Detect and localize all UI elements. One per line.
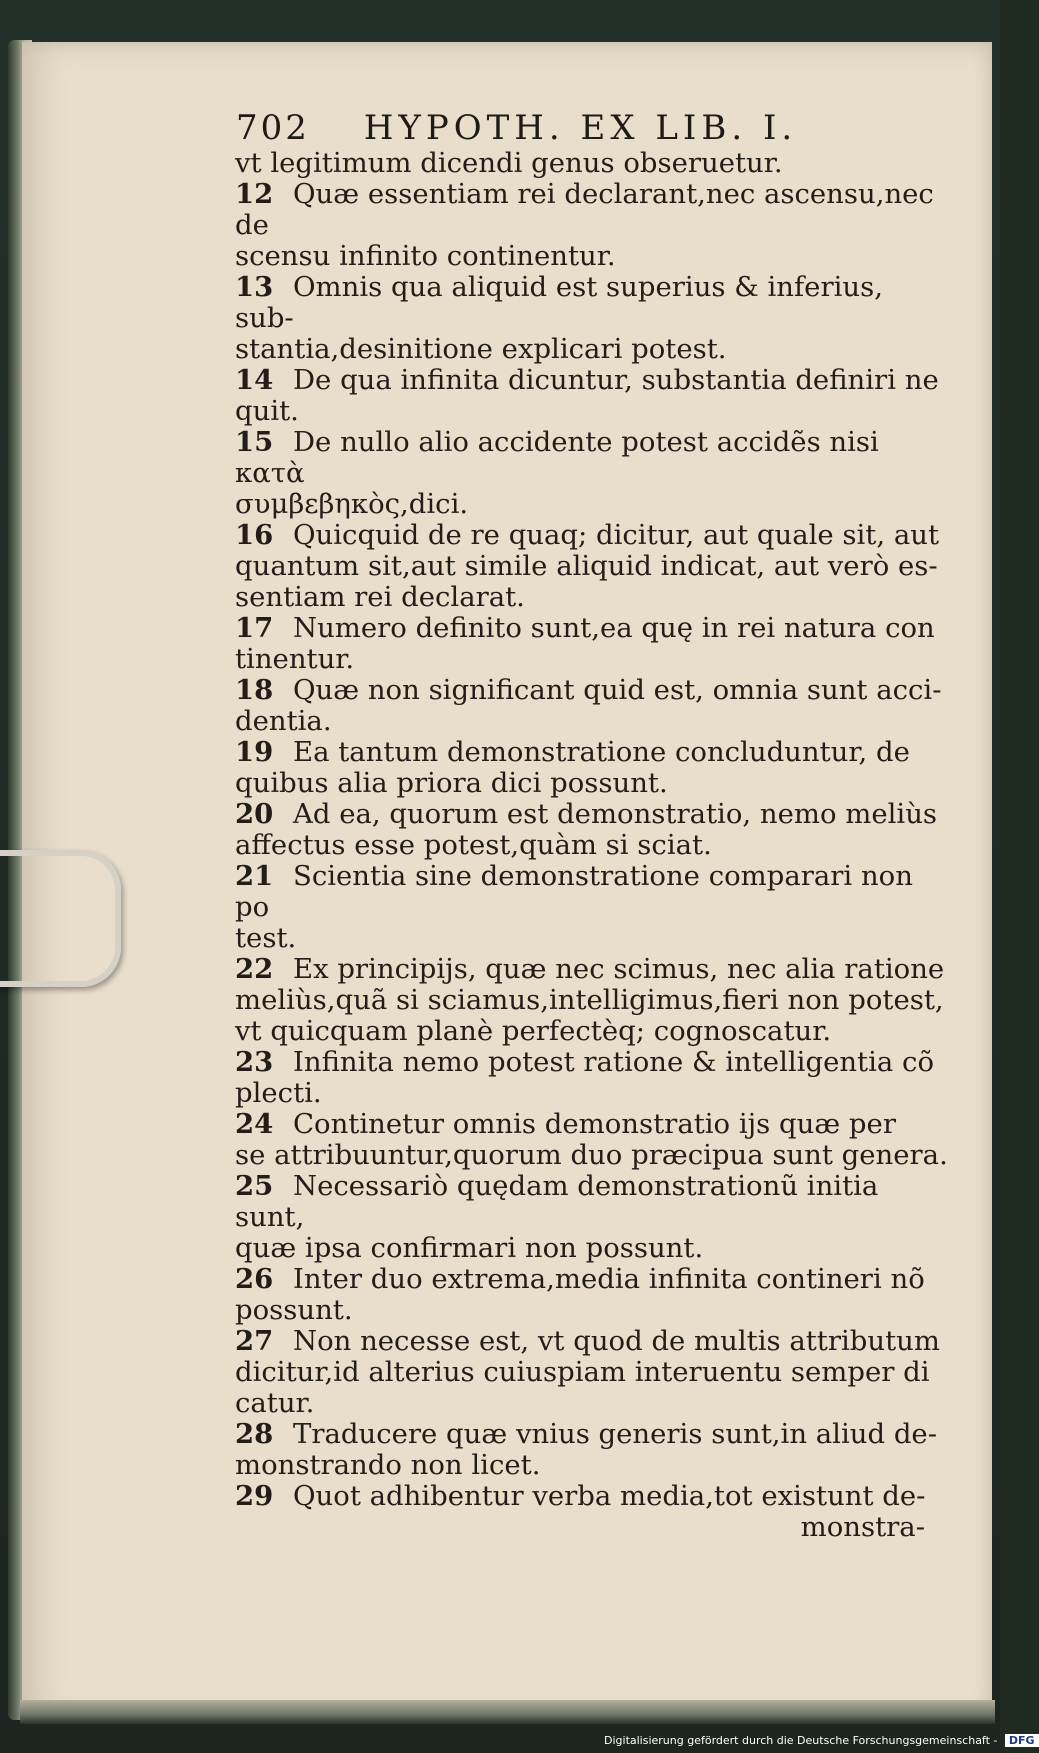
hypothesis-number: 24 [235,1108,274,1140]
hypothesis-paragraph [235,737,950,799]
line-text: se attribuuntur,quorum duo præcipua sunt genera. [235,1139,948,1171]
hypothesis-number: 29 [235,1480,274,1512]
text-line [235,241,950,272]
text-line [235,520,950,551]
line-text: vt quicquam planè perfectèq; cognoscatur. [235,1015,832,1047]
line-text: Continetur omnis demonstratio ijs quæ per [293,1108,896,1140]
line-text: De qua infinita dicuntur, substantia definiri ne [293,364,939,396]
line-text: Inter duo extrema,media infinita contineri nõ [293,1263,925,1295]
hypothesis-number: 28 [235,1418,274,1450]
text-line [235,396,950,427]
line-text: Ea tantum demonstratione concluduntur, de [293,736,910,768]
digitization-credit [604,1734,1039,1752]
line-text: affectus esse potest,quàm si sciat. [235,829,712,861]
text-line [235,365,950,396]
text-line [235,1171,950,1233]
line-text: test. [235,922,297,954]
hypothesis-paragraph [235,799,950,861]
line-text: Ad ea, quorum est demonstratio, nemo meliùs [293,798,938,830]
text-line [235,1078,950,1109]
credit-text: Digitalisierung gefördert durch die Deutsche Forschungsgemeinschaft - [604,1734,998,1747]
hypothesis-paragraph [235,954,950,1047]
hypothesis-paragraph [235,1047,950,1109]
line-text: catur. [235,1387,315,1419]
text-line [235,582,950,613]
line-text: vt legitimum dicendi genus obseruetur. [235,147,783,179]
text-line [235,861,950,923]
text-line [235,923,950,954]
text-line [235,1388,950,1419]
text-line [235,1047,950,1078]
text-line [235,334,950,365]
hypothesis-number: 18 [235,674,274,706]
hypothesis-paragraph [235,861,950,954]
text-line [235,613,950,644]
hypothesis-paragraph [235,148,950,179]
line-text: meliùs,quã si sciamus,intelligimus,fieri non potest, [235,984,944,1016]
hypothesis-number: 27 [235,1325,274,1357]
running-title: HYPOTH. EX LIB. I. [363,108,798,148]
text-line [235,1481,950,1512]
line-text: quibus alia priora dici possunt. [235,767,668,799]
hypothesis-number: 12 [235,178,274,210]
hypothesis-paragraph [235,272,950,365]
line-text: Quæ non significant quid est, omnia sunt acci- [293,674,942,706]
line-text: dicitur,id alterius cuiuspiam interuentu semper di [235,1356,930,1388]
hypothesis-paragraph [235,520,950,613]
line-text: quit. [235,395,299,427]
hypothesis-number: 14 [235,364,274,396]
text-line [235,799,950,830]
text-line [235,1326,950,1357]
text-line [235,427,950,489]
hypothesis-number: 25 [235,1170,274,1202]
text-line [235,1419,950,1450]
line-text: quæ ipsa confirmari non possunt. [235,1232,704,1264]
line-text: Omnis qua aliquid est superius & inferius, sub- [235,271,883,334]
hypothesis-number: 22 [235,953,274,985]
hypothesis-paragraph [235,1109,950,1171]
binder-clip [0,850,121,987]
text-line [235,737,950,768]
line-text: Non necesse est, vt quod de multis attributum [293,1325,940,1357]
line-text: Ex principijs, quæ nec scimus, nec alia ratione [293,953,945,985]
text-line [235,1450,950,1481]
line-text: monstrando non licet. [235,1449,541,1481]
text-line [235,489,950,520]
text-line [235,1109,950,1140]
hypothesis-paragraph [235,1481,950,1512]
hypothesis-paragraph [235,427,950,520]
dfg-logo-badge: DFG [1005,1734,1039,1747]
catchword: monstra- [800,1511,925,1543]
text-line [235,179,950,241]
hypothesis-number: 26 [235,1263,274,1295]
page-bottom-edge [20,1700,995,1724]
line-text: Infinita nemo potest ratione & intelligentia cõ [293,1046,934,1078]
text-line [235,551,950,582]
hypothesis-paragraph [235,1419,950,1481]
line-text: συμβεβηκὸς,dici. [235,488,469,520]
hypothesis-paragraph [235,1171,950,1264]
page-body [235,148,950,1543]
line-text: De nullo alio accidente potest accidẽs nisi κατὰ [235,426,879,489]
line-text: Scientia sine demonstratione comparari non po [235,860,913,923]
text-line [235,148,950,179]
hypothesis-number: 21 [235,860,274,892]
line-text: possunt. [235,1294,353,1326]
hypothesis-paragraph [235,179,950,272]
line-text: dentia. [235,705,332,737]
text-line [235,768,950,799]
hypothesis-number: 15 [235,426,274,458]
line-text: quantum sit,aut simile aliquid indicat, aut verò es- [235,550,938,582]
text-line [235,272,950,334]
text-line [235,1295,950,1326]
text-line [235,644,950,675]
hypothesis-paragraph [235,1264,950,1326]
text-line [235,954,950,985]
hypothesis-number: 13 [235,271,274,303]
hypothesis-number: 19 [235,736,274,768]
hypothesis-paragraph [235,365,950,427]
hypothesis-number: 17 [235,612,274,644]
line-text: plecti. [235,1077,322,1109]
hypothesis-paragraph [235,613,950,675]
text-line [235,985,950,1016]
line-text: stantia,desinitione explicari potest. [235,333,727,365]
hypothesis-number: 23 [235,1046,274,1078]
page-number: 702 [236,108,310,148]
line-text: tinentur. [235,643,355,675]
line-text: Traducere quæ vnius generis sunt,in aliud de- [293,1418,937,1450]
text-line [235,1264,950,1295]
text-line [235,675,950,706]
hypothesis-paragraph [235,675,950,737]
line-text: scensu infinito continentur. [235,240,616,272]
line-text: Quæ essentiam rei declarant,nec ascensu,nec de [235,178,934,241]
line-text: Necessariò quędam demonstrationũ initia sunt, [235,1170,879,1233]
text-line [235,1140,950,1171]
hypothesis-number: 16 [235,519,274,551]
text-line [235,830,950,861]
text-line [235,706,950,737]
line-text: Quicquid de re quaq; dicitur, aut quale sit, aut [293,519,939,551]
line-text: Quot adhibentur verba media,tot existunt de- [293,1480,926,1512]
line-text: Numero definito sunt,ea quę in rei natura con [293,612,935,644]
text-line [235,1357,950,1388]
line-text: sentiam rei declarat. [235,581,525,613]
text-line [235,1233,950,1264]
text-line [235,1016,950,1047]
hypothesis-paragraph [235,1326,950,1419]
hypothesis-number: 20 [235,798,274,830]
